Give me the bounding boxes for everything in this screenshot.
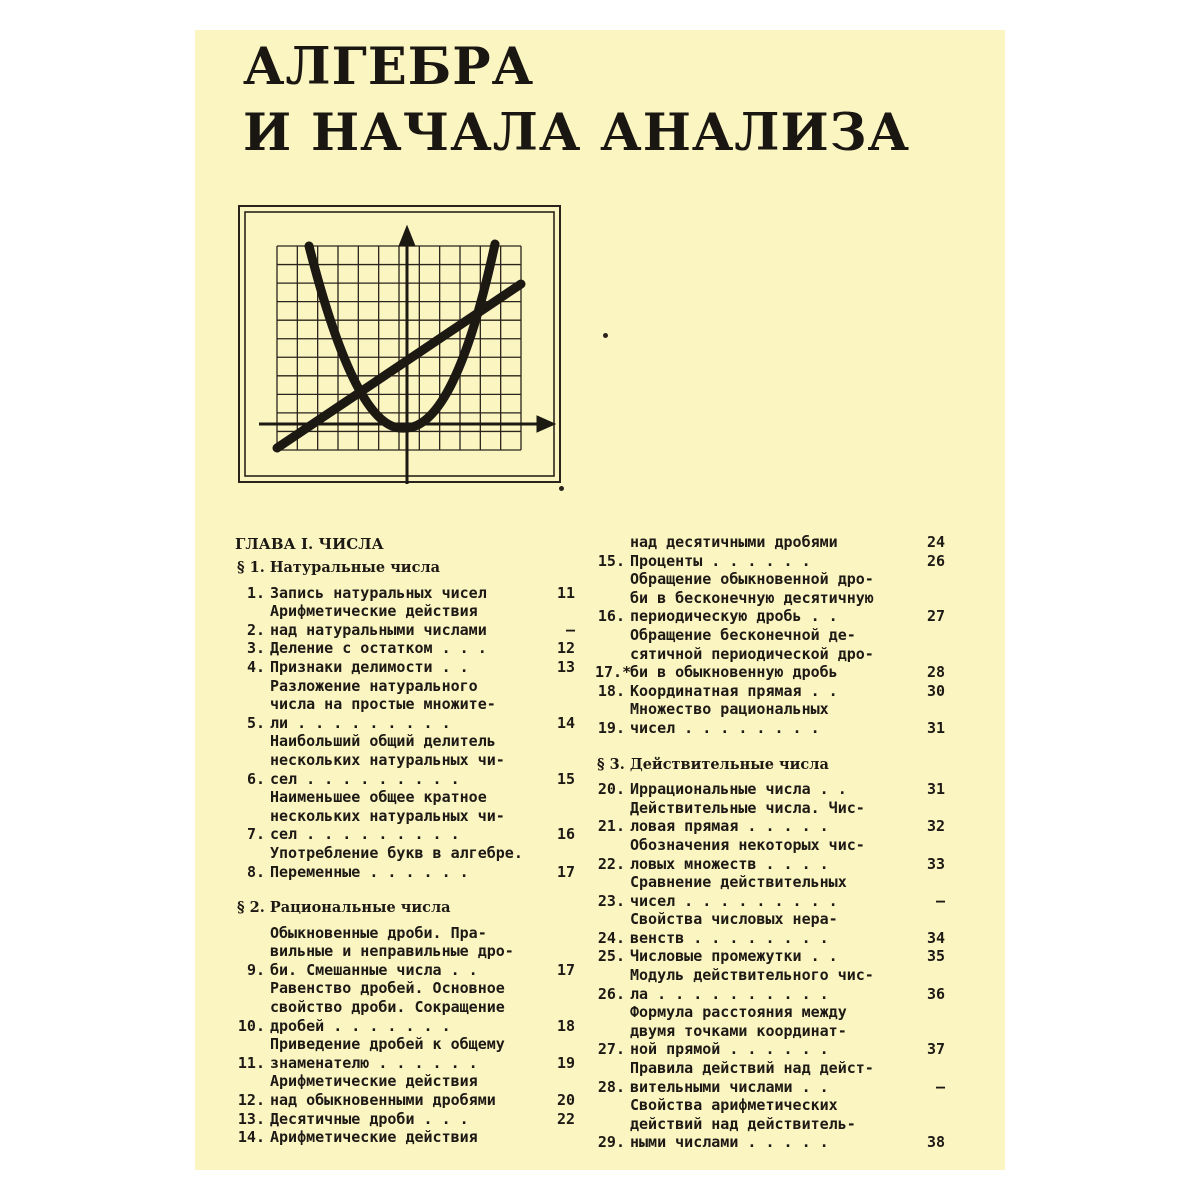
toc-entry-line: Равенство дробей. Основное [270, 979, 505, 998]
toc-entry-page: 11 [556, 583, 575, 602]
toc-entry-page: 35 [926, 947, 945, 966]
toc-entry-line: венств . . . . . . . . [630, 928, 829, 947]
toc-entry-title [270, 844, 530, 881]
toc-entry-number: 15. [597, 551, 625, 570]
toc-entry [235, 924, 575, 980]
toc-entry-title [630, 1059, 900, 1096]
section-3-heading: § 3. Действительные числа [597, 755, 829, 773]
toc-entry-line: би. Смешанные числа . . [270, 960, 478, 979]
toc-entry-page: 30 [926, 681, 945, 700]
toc-entry-page: 33 [926, 854, 945, 873]
toc-entry-number: 14. [237, 1128, 265, 1147]
toc-entry [595, 1003, 945, 1059]
toc-entry [595, 947, 945, 966]
toc-entry-line: знаменателю . . . . . . [270, 1053, 478, 1072]
toc-entry-line: би в бесконечную десятичную [630, 588, 874, 607]
toc-entry-page: 20 [556, 1091, 575, 1110]
toc-entry-page: 38 [926, 1133, 945, 1152]
toc-entry-line: Употребление букв в алгебре. [270, 843, 523, 862]
toc-entry [595, 700, 945, 737]
toc-entry-line: Обращение бесконечной де- [630, 625, 856, 644]
toc-entry-title [630, 947, 900, 966]
print-speck [603, 333, 608, 338]
toc-entry-title [630, 910, 900, 947]
toc-entry-page: — [935, 1077, 945, 1096]
toc-entry [595, 780, 945, 799]
print-speck [559, 486, 564, 491]
toc-entry-line: Множество рациональных [630, 700, 829, 719]
toc-entry-title [270, 1072, 530, 1109]
toc-entry-line: вительными числами . . [630, 1077, 829, 1096]
toc-entry-title [630, 570, 900, 626]
title-line-2: И НАЧАЛА АНАЛИЗА [243, 103, 911, 163]
toc-entry-title [630, 700, 900, 737]
toc-entry [235, 1035, 575, 1072]
toc-entry-title [270, 1128, 530, 1147]
toc-entry [595, 910, 945, 947]
toc-entry [235, 1128, 575, 1147]
toc-entry-title [270, 1110, 530, 1129]
toc-entry-line: Свойства арифметических [630, 1096, 838, 1115]
toc-entry-line: нескольких натуральных чи- [270, 806, 505, 825]
toc-entry [595, 966, 945, 1003]
toc-entry-number: 28. [597, 1077, 625, 1096]
toc-entry-line: свойство дроби. Сокращение [270, 998, 505, 1017]
toc-entry-line: чисел . . . . . . . . [630, 718, 820, 737]
toc-entry-number: 19. [597, 718, 625, 737]
toc-entry-line: вильные и неправильные дро- [270, 942, 514, 961]
toc-entry-number: 4. [246, 657, 265, 676]
toc-entry-number: 6. [246, 769, 265, 788]
toc-entry [235, 584, 575, 603]
toc-entry-number: 10. [237, 1016, 265, 1035]
toc-entry [235, 844, 575, 881]
toc-entry-line: Координатная прямая . . [630, 681, 838, 700]
toc-entry-number: 11. [237, 1053, 265, 1072]
toc-entry-number: 17.* [595, 663, 632, 682]
toc-entry-line: сел . . . . . . . . . [270, 825, 460, 844]
toc-entry-line: Признаки делимости . . [270, 657, 469, 676]
toc-entry-title [270, 584, 530, 603]
toc-entry-number: 20. [597, 780, 625, 799]
toc-entry-page: 18 [556, 1016, 575, 1035]
toc-entry-number: 12. [237, 1091, 265, 1110]
toc-entry-title [630, 799, 900, 836]
toc-entry [595, 533, 945, 552]
toc-entry-line: над десятичными дробями [630, 533, 838, 551]
toc-entry-line: би в обыкновенную дробь [630, 663, 838, 682]
toc-entry-title [630, 836, 900, 873]
toc-entry-number: 3. [246, 639, 265, 658]
toc-entry-line: Переменные . . . . . . [270, 862, 469, 881]
toc-entry-line: Действительные числа. Чис- [630, 798, 865, 817]
toc-entry-title [270, 979, 530, 1035]
toc-entry-title [270, 602, 530, 639]
toc-entry-line: ла . . . . . . . . . . [630, 984, 829, 1003]
toc-entry-line: Сравнение действительных [630, 873, 847, 892]
parabola-line-graph-illustration [237, 204, 562, 484]
toc-entry-line: Свойства числовых нера- [630, 910, 838, 929]
toc-entry-page: 12 [556, 639, 575, 658]
toc-entry-page: 28 [926, 663, 945, 682]
toc-entry-page: 34 [926, 928, 945, 947]
toc-entry-page: 37 [926, 1040, 945, 1059]
toc-entry [235, 677, 575, 733]
toc-entry-line: Запись натуральных чисел [270, 583, 487, 602]
toc-entry-line: числа на простые множите- [270, 695, 496, 714]
chapter-heading: ГЛАВА I. ЧИСЛА [235, 535, 384, 553]
toc-entry-title [270, 658, 530, 677]
toc-entry-page: 24 [926, 533, 945, 551]
toc-entry-line: Обозначения некоторых чис- [630, 835, 865, 854]
toc-entry-line: Арифметические действия [270, 602, 478, 621]
section-2-heading: § 2. Рациональные числа [237, 899, 451, 917]
toc-entry-number: 27. [597, 1040, 625, 1059]
toc-entry-number: 24. [597, 928, 625, 947]
toc-entry-title [630, 780, 900, 799]
toc-entry-line: Деление с остатком . . . [270, 639, 487, 658]
toc-entry-page: 36 [926, 984, 945, 1003]
toc-entry-page: 22 [556, 1109, 575, 1128]
toc-entry-line: Правила действий над дейст- [630, 1059, 874, 1078]
toc-entry-number: 2. [246, 620, 265, 639]
toc-entry [595, 552, 945, 571]
toc-entry [595, 682, 945, 701]
section-2-entries-left [235, 924, 575, 1147]
toc-entry-line: над обыкновенными дробями [270, 1091, 496, 1110]
toc-entry [595, 1096, 945, 1152]
toc-entry [595, 873, 945, 910]
toc-entry-line: Формула расстояния между [630, 1003, 847, 1022]
toc-entry-line: действий над действитель- [630, 1114, 856, 1133]
toc-entry-line: Наименьшее общее кратное [270, 788, 487, 807]
toc-entry-title [270, 639, 530, 658]
toc-entry-line: Арифметические действия [270, 1128, 478, 1147]
toc-entry-page: 31 [926, 780, 945, 799]
toc-entry [595, 626, 945, 682]
toc-entry-line: нескольких натуральных чи- [270, 750, 505, 769]
toc-entry-page: 13 [556, 657, 575, 676]
toc-entry-number: 8. [246, 862, 265, 881]
toc-entry-line: Обыкновенные дроби. Пра- [270, 923, 487, 942]
toc-entry-line: Иррациональные числа . . [630, 780, 847, 799]
toc-entry-page: 31 [926, 718, 945, 737]
toc-entry [595, 836, 945, 873]
toc-entry-line: ными числами . . . . . [630, 1133, 829, 1152]
toc-entry [595, 1059, 945, 1096]
toc-entry [595, 799, 945, 836]
toc-entry-line: над натуральными числами [270, 620, 487, 639]
toc-entry-number: 13. [237, 1109, 265, 1128]
toc-entry-line: Проценты . . . . . . [630, 551, 811, 570]
toc-entry [235, 639, 575, 658]
toc-entry-line: Наибольший общий делитель [270, 732, 496, 751]
toc-entry-page: 14 [556, 713, 575, 732]
toc-entry-number: 7. [246, 825, 265, 844]
toc-entry-number: 1. [246, 583, 265, 602]
toc-entry [235, 1110, 575, 1129]
toc-entry-page: — [935, 891, 945, 910]
toc-entry-page: 27 [926, 607, 945, 626]
toc-entry-title [595, 533, 900, 552]
toc-entry-page: 32 [926, 817, 945, 836]
toc-entry-line: Разложение натурального [270, 676, 478, 695]
toc-entry-title [630, 966, 900, 1003]
toc-entry-page: — [565, 620, 575, 639]
toc-entry [595, 570, 945, 626]
toc-entry-title [270, 732, 530, 788]
toc-entry-page: 17 [556, 862, 575, 881]
toc-entry-page: 26 [926, 551, 945, 570]
toc-entry-page: 16 [556, 825, 575, 844]
toc-entry-line: чисел . . . . . . . . . [630, 891, 838, 910]
toc-entry-title [630, 682, 900, 701]
section-2-entries-right [595, 552, 945, 738]
toc-entry-line: ли . . . . . . . . . [270, 713, 451, 732]
toc-entry-title [270, 788, 530, 844]
toc-entry-number: 25. [597, 947, 625, 966]
toc-entry-title [630, 873, 900, 910]
toc-entry-page: 17 [556, 960, 575, 979]
toc-entry [235, 788, 575, 844]
toc-entry-page: 15 [556, 769, 575, 788]
toc-entry-line: Модуль действительного чис- [630, 966, 874, 985]
toc-entry-line: Арифметические действия [270, 1072, 478, 1091]
toc-entry-line: сел . . . . . . . . . [270, 769, 460, 788]
toc-entry-line: периодическую дробь . . [630, 607, 838, 626]
toc-entry-number: 5. [246, 713, 265, 732]
book-title [243, 34, 910, 166]
toc-entry [235, 602, 575, 639]
toc-entry-number: 22. [597, 854, 625, 873]
toc-entry-line: дробей . . . . . . . [270, 1016, 451, 1035]
title-line-1: АЛГЕБРА [243, 37, 535, 97]
section-2-continued-entry [595, 533, 945, 552]
book-page [195, 30, 1005, 1170]
toc-entry-title [630, 626, 900, 682]
toc-right-column [595, 533, 945, 1152]
toc-entry-title [630, 1003, 900, 1059]
section-1-heading: § 1. Натуральные числа [237, 559, 441, 576]
toc-entry-line: ловых множеств . . . . [630, 854, 829, 873]
toc-entry [235, 658, 575, 677]
toc-entry-title [630, 1096, 900, 1152]
toc-entry-line: ной прямой . . . . . . [630, 1040, 829, 1059]
toc-entry-line: ловая прямая . . . . . [630, 817, 829, 836]
toc-entry-title [270, 677, 530, 733]
toc-entry [235, 1072, 575, 1109]
toc-entry-line: двумя точками координат- [630, 1021, 847, 1040]
toc-entry-line: Приведение дробей к общему [270, 1035, 505, 1054]
toc-entry-line: Числовые промежутки . . [630, 947, 838, 966]
toc-entry-title [630, 552, 900, 571]
toc-entry-line: Десятичные дроби . . . [270, 1109, 469, 1128]
toc-entry-number: 21. [597, 817, 625, 836]
toc-entry-page: 19 [556, 1053, 575, 1072]
section-1-entries [235, 584, 575, 882]
toc-entry [235, 979, 575, 1035]
toc-entry-number: 26. [597, 984, 625, 1003]
toc-entry-line: сятичной периодической дро- [630, 644, 874, 663]
toc-entry-line: Обращение обыкновенной дро- [630, 570, 874, 589]
toc-entry-title [270, 1035, 530, 1072]
toc-entry-title [270, 924, 530, 980]
toc-entry-number: 29. [597, 1133, 625, 1152]
toc-entry-number: 9. [246, 960, 265, 979]
toc-left-column [235, 535, 575, 1147]
toc-entry-number: 18. [597, 681, 625, 700]
section-3-entries [595, 780, 945, 1152]
toc-entry-number: 23. [597, 891, 625, 910]
toc-entry-number: 16. [597, 607, 625, 626]
toc-entry [235, 732, 575, 788]
